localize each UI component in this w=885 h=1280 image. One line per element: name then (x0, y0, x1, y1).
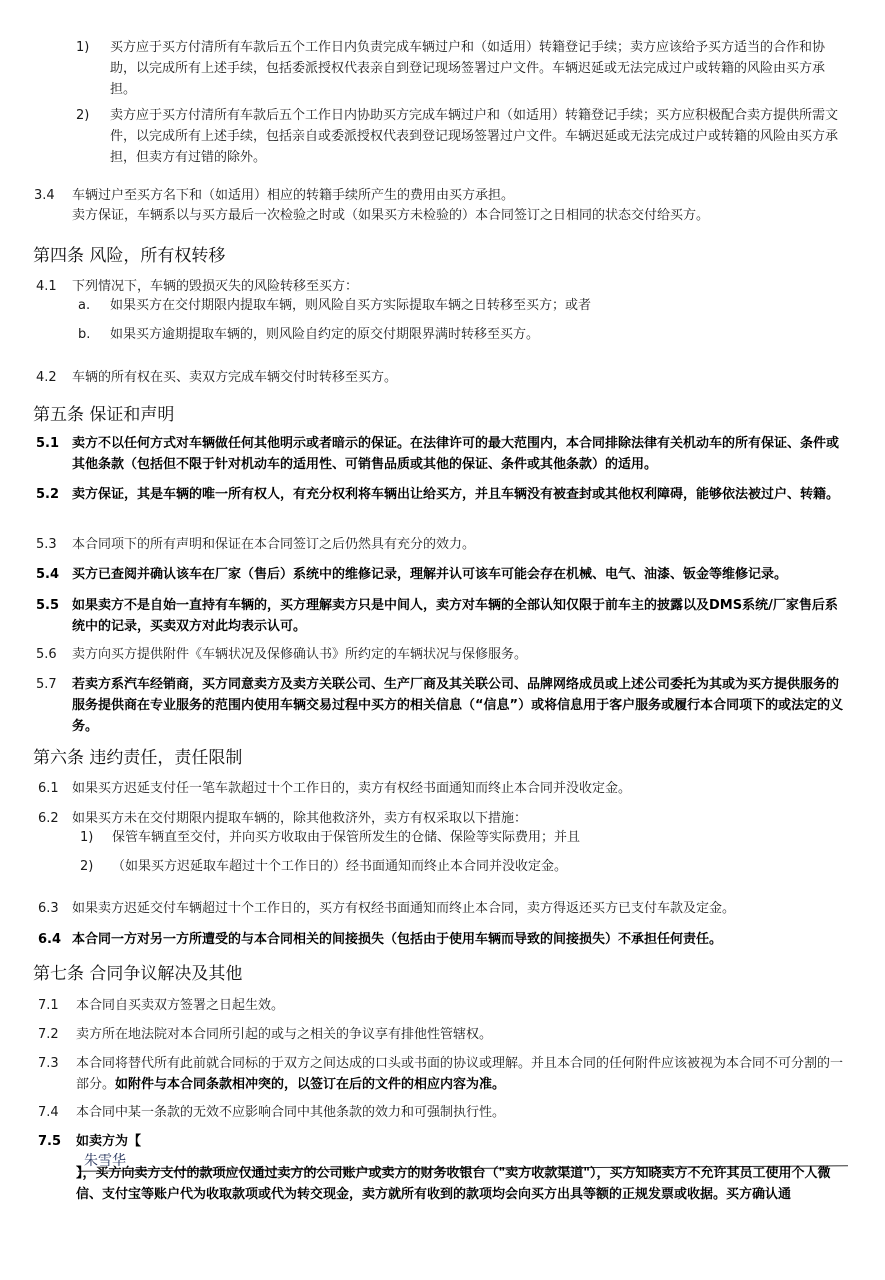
clause-number: 7.2 (38, 1027, 59, 1042)
clause-text: 如果买方迟延支付任一笔车款超过十个工作日的，卖方有权经书面通知而终止本合同并没收定金。 (72, 781, 632, 796)
clause-text: 下列情况下，车辆的毁损灭失的风险转移至买方： (72, 279, 359, 294)
item-number: 2) (76, 108, 90, 123)
clause-number: 4.2 (36, 370, 57, 385)
item-number: a. (78, 298, 91, 313)
clause-text: 卖方向买方提供附件《车辆状况及保修确认书》所约定的车辆状况与保修服务。 (72, 647, 528, 662)
clause-text: 卖方保证，其是车辆的唯一所有权人，有充分权利将车辆出让给买方，并且车辆没有被查封或其他权利障碍，能够依法被过户、转籍。 (72, 487, 840, 502)
section-heading: 第七条 合同争议解决及其他 (33, 964, 243, 984)
clause-number: 5.1 (36, 436, 60, 451)
clause-text: 如果卖方不是自始一直持有车辆的，买方理解卖方只是中间人，卖方对车辆的全部认知仅限于前车主的披露以及DMS系统/厂家售后系统中的记录，买卖双方对此均表示认可。 (72, 598, 838, 634)
clause-number: 7.5 (38, 1134, 62, 1149)
handwritten-name: 朱雪华 (84, 1153, 126, 1169)
item-text: （如果买方迟延取车超过十个工作日的）经书面通知而终止本合同并没收定金。 (112, 859, 568, 874)
section-heading: 第四条 风险，所有权转移 (33, 246, 226, 266)
clause-text: 卖方保证，车辆系以与买方最后一次检验之时或（如果买方未检验的）本合同签订之日相同的状态交付给买方。 (72, 208, 710, 223)
clause-text: 车辆的所有权在买、卖双方完成车辆交付时转移至买方。 (72, 370, 398, 385)
clause-text-normal: 本合同将替代所有此前就合同标的于双方之间达成的口头或书面的协议或理解。并且本合同的任何附件应该被视为本合同不可分割的一部分。 (76, 1056, 844, 1092)
clause-text: 】，买方向卖方支付的款项应仅通过卖方的公司账户或卖方的财务收银台（"卖方收款渠道"），买方知晓卖方不允许其员工使用个人微信、支付宝等账户代为收取款项或代为转交现金，卖方就所有收到的款项均会向买方出具等额的正规发票或收据。买方确认通 (76, 1166, 831, 1202)
item-text: 如果买方逾期提取车辆的，则风险自约定的原交付期限界满时转移至买方。 (110, 327, 540, 342)
item-number: b. (78, 327, 91, 342)
clause-number: 5.7 (36, 677, 57, 692)
clause-text: 如卖方为【 (76, 1134, 142, 1149)
clause-number: 5.6 (36, 647, 57, 662)
clause-number: 5.4 (36, 567, 60, 582)
clause-text: 本合同中某一条款的无效不应影响合同中其他条款的效力和可强制执行性。 (76, 1105, 506, 1120)
clause-text: 本合同项下的所有声明和保证在本合同签订之后仍然具有充分的效力。 (72, 537, 476, 552)
item-text: 卖方应于买方付清所有车款后五个工作日内协助买方完成车辆过户和（如适用）转籍登记手续；买方应积极配合卖方提供所需文件，以完成所有上述手续，包括亲自或委派授权代表到登记现场签署过户文件。车辆迟延或无法完成过户或转籍的风险由买方承担，但卖方有过错的除外。 (110, 108, 839, 165)
item-number: 2) (80, 859, 94, 874)
item-text: 保管车辆直至交付，并向买方收取由于保管所发生的仓储、保险等实际费用；并且 (112, 830, 581, 845)
clause-text: 本合同一方对另一方所遭受的与本合同相关的间接损失（包括由于使用车辆而导致的间接损失）不承担任何责任。 (72, 932, 723, 947)
clause-text: 如果买方未在交付期限内提取车辆的，除其他救济外，卖方有权采取以下措施： (72, 811, 528, 826)
clause-number: 6.3 (38, 901, 59, 916)
clause-number: 7.1 (38, 998, 59, 1013)
clause-text-bold: 如附件与本合同条款相冲突的，以签订在后的文件的相应内容为准。 (115, 1077, 506, 1092)
clause-number: 5.3 (36, 537, 57, 552)
item-text: 如果买方在交付期限内提取车辆，则风险自买方实际提取车辆之日转移至买方；或者 (110, 298, 592, 313)
clause-number: 6.4 (38, 932, 62, 947)
clause-text: 本合同自买卖双方签署之日起生效。 (76, 998, 285, 1013)
item-text: 买方应于买方付清所有车款后五个工作日内负责完成车辆过户和（如适用）转籍登记手续；卖方应该给予买方适当的合作和协助，以完成所有上述手续，包括委派授权代表亲自到登记现场签署过户文件。车辆迟延或无法完成过户或转籍的风险由买方承担。 (110, 40, 826, 97)
clause-text: 若卖方系汽车经销商，买方同意卖方及卖方关联公司、生产厂商及其关联公司、品牌网络成员或上述公司委托为其或为买方提供服务的服务提供商在专业服务的范围内使用车辆交易过程中买方的相关信息（“信息”）或将信息用于客户服务或履行本合同项下的或法定的义务。 (72, 677, 844, 734)
clause-text: 买方已查阅并确认该车在厂家（售后）系统中的维修记录，理解并认可该车可能会存在机械、电气、油漆、钣金等维修记录。 (72, 567, 788, 582)
clause-number: 4.1 (36, 279, 57, 294)
clause-number: 7.4 (38, 1105, 59, 1120)
clause-text (76, 1053, 848, 1095)
clause-text: 车辆过户至买方名下和（如适用）相应的转籍手续所产生的费用由买方承担。 (72, 188, 515, 203)
section-heading: 第五条 保证和声明 (33, 405, 175, 425)
clause-text: 如果卖方迟延交付车辆超过十个工作日的，买方有权经书面通知而终止本合同，卖方得返还买方已支付车款及定金。 (72, 901, 736, 916)
clause-text: 卖方不以任何方式对车辆做任何其他明示或者暗示的保证。在法律许可的最大范围内，本合同排除法律有关机动车的所有保证、条件或其他条款（包括但不限于针对机动车的适用性、可销售品质或其他的保证、条件或其他条款）的适用。 (72, 436, 840, 472)
item-number: 1) (80, 830, 94, 845)
clause-number: 5.2 (36, 487, 60, 502)
clause-number: 3.4 (34, 188, 55, 203)
clause-number: 6.2 (38, 811, 59, 826)
item-number: 1) (76, 40, 90, 55)
clause-number: 6.1 (38, 781, 59, 796)
clause-number: 5.5 (36, 598, 60, 613)
clause-text: 卖方所在地法院对本合同所引起的或与之相关的争议享有排他性管辖权。 (76, 1027, 493, 1042)
clause-number: 7.3 (38, 1056, 59, 1071)
section-heading: 第六条 违约责任，责任限制 (33, 748, 243, 768)
